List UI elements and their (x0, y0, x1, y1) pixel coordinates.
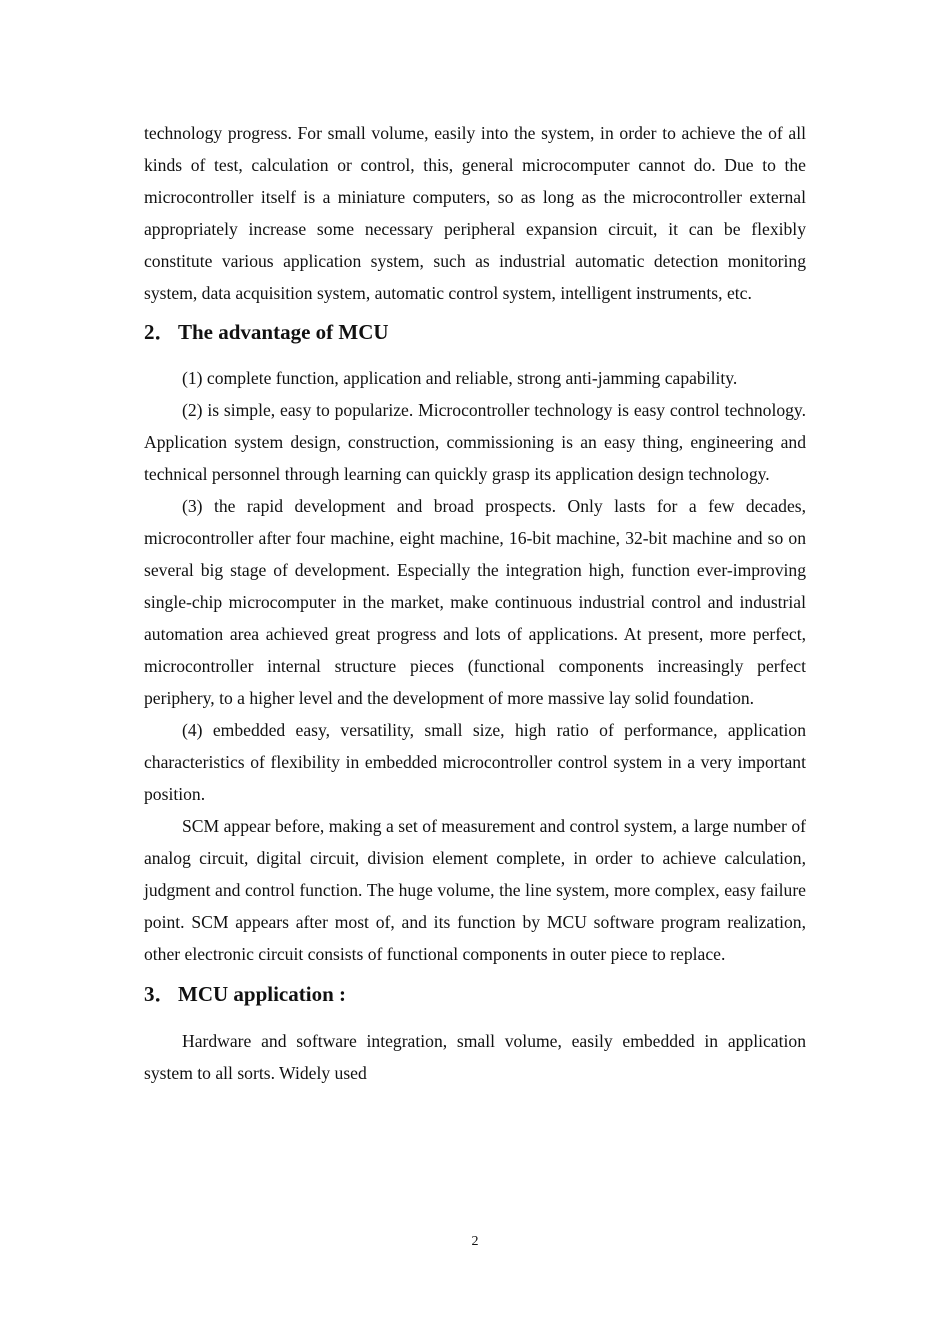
section-number: 2． (144, 320, 176, 344)
section-number: 3． (144, 982, 176, 1006)
section-title: MCU application : (178, 982, 346, 1006)
intro-paragraph: technology progress. For small volume, easily into the system, in order to achieve the of all kinds of test, calculation or control, this, general microcomputer cannot do. Due to the microcontroller itself is a miniature computers, so as long as the microcontroller external appropriately increase some necessary peripheral expansion circuit, it can be flexibly constitute various application system, such as industrial automatic detection monitoring system, data acquisition system, automatic control system, intelligent instruments, etc. (144, 123, 806, 303)
section-heading-advantage (144, 317, 806, 347)
scm-paragraph: SCM appear before, making a set of measurement and control system, a large number of analog circuit, digital circuit, division element complete, in order to achieve calculation, judgment and control function. The huge volume, the line system, more complex, easy failure point. SCM appears after most of, and its function by MCU software program realization, other electronic circuit consists of functional components in outer piece to replace. (144, 816, 806, 964)
page-number: 2 (471, 1234, 479, 1249)
section-title: The advantage of MCU (178, 320, 389, 344)
advantage-item-4: (4) embedded easy, versatility, small size, high ratio of performance, application characteristics of flexibility in embedded microcontroller control system in a very important position. (144, 720, 806, 804)
application-paragraph: Hardware and software integration, small volume, easily embedded in application system to all sorts. Widely used (144, 1031, 806, 1083)
section-heading-application (144, 979, 806, 1009)
page-body (144, 117, 806, 1089)
advantage-item-1: (1) complete function, application and reliable, strong anti-jamming capability. (182, 368, 738, 388)
advantage-item-3: (3) the rapid development and broad prospects. Only lasts for a few decades, microcontroller after four machine, eight machine, 16-bit machine, 32-bit machine and so on several big stage of development. Especially the integration high, function ever-improving single-chip microcomputer in the market, make continuous industrial control and industrial automation area achieved great progress and lots of applications. At present, more perfect, microcontroller internal structure pieces (functional components increasingly perfect periphery, to a higher level and the development of more massive lay solid foundation. (144, 496, 806, 708)
advantage-item-2: (2) is simple, easy to popularize. Microcontroller technology is easy control technology. Application system design, construction, commissioning is an easy thing, engineering and technical personnel through learning can quickly grasp its application design technology. (144, 400, 806, 484)
